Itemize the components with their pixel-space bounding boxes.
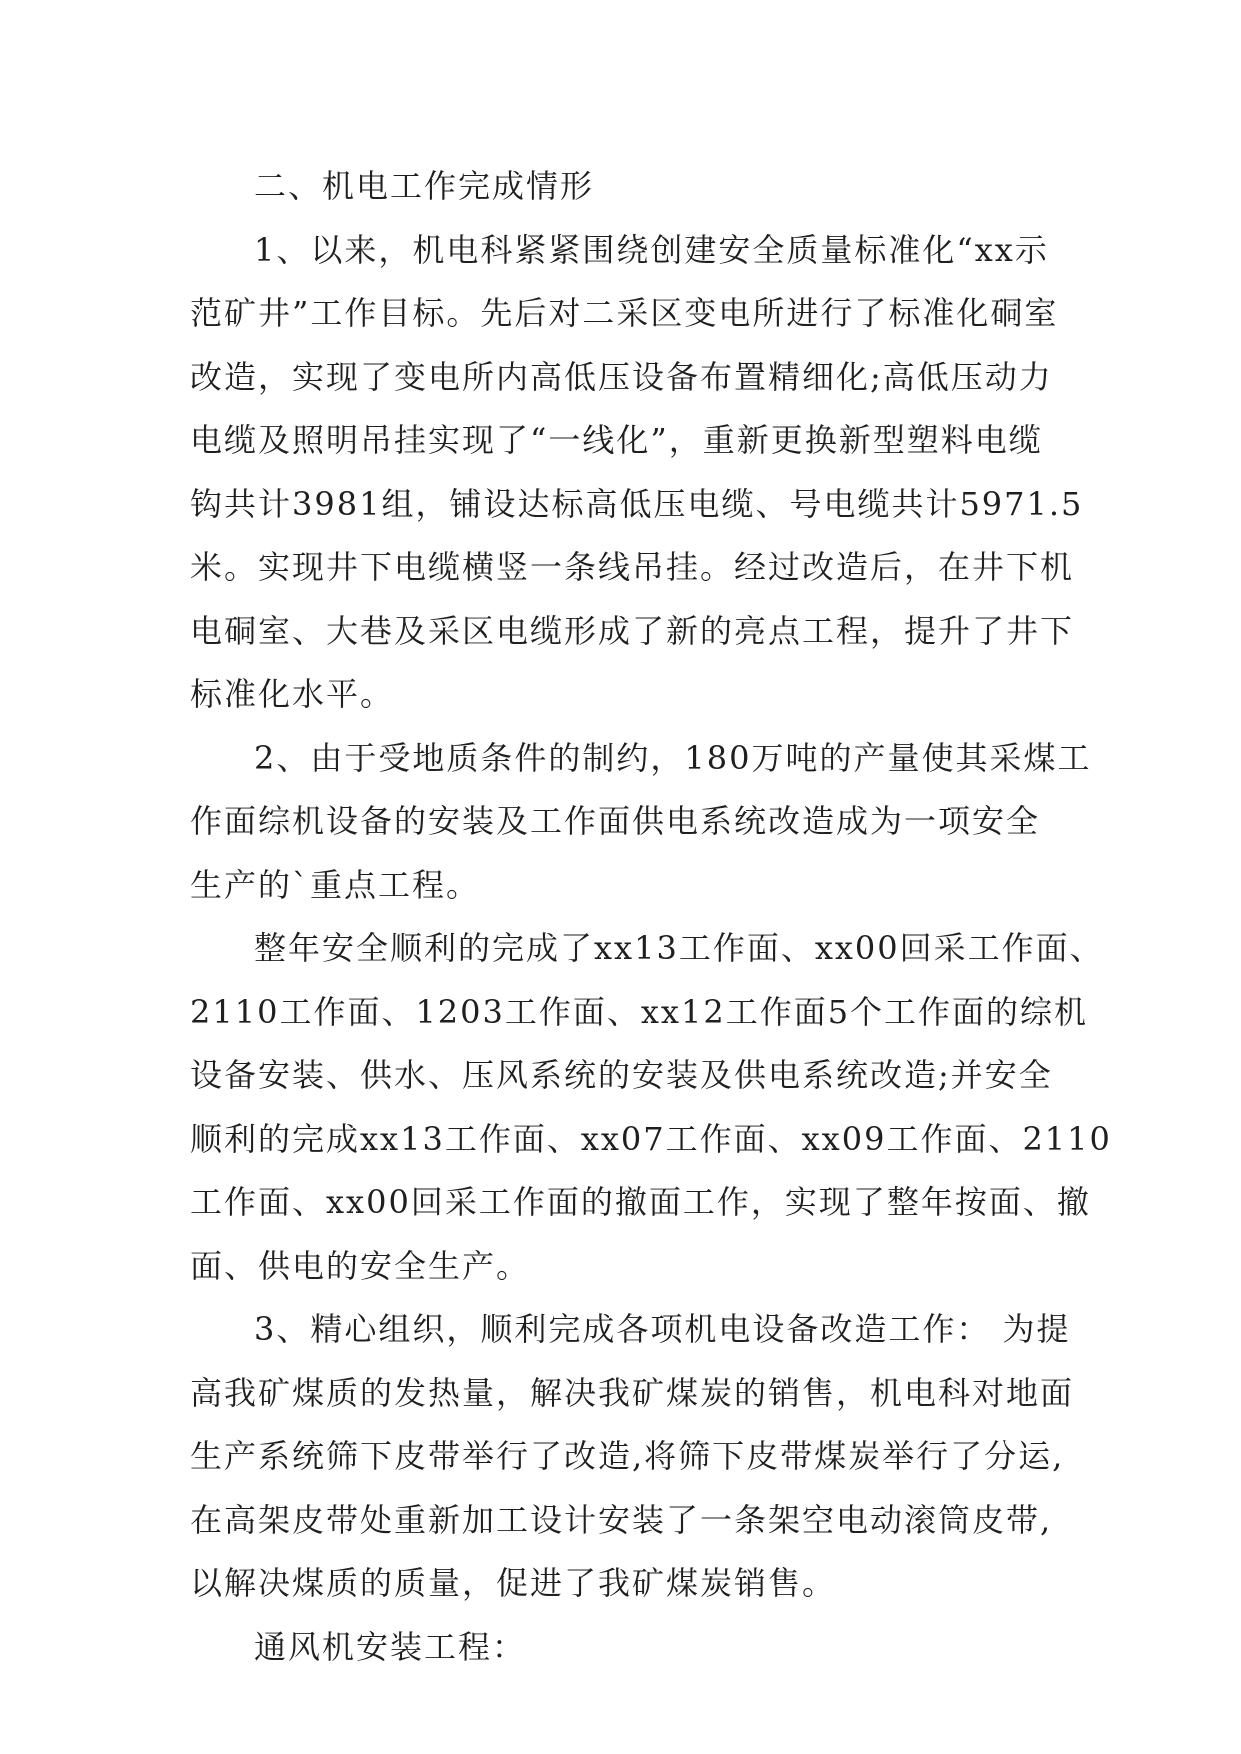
text-line: 生产的`重点工程。 xyxy=(190,865,481,904)
text-line: 通风机安装工程： xyxy=(254,1627,527,1666)
paragraph-2 xyxy=(190,727,1092,918)
text-line: 改造，实现了变电所内高低压设备布置精细化;高低压动力 xyxy=(190,357,1053,396)
text-line: 电缆及照明吊挂实现了“一线化”，重新更换新型塑料电缆 xyxy=(190,421,1043,459)
text-line: 工作面、xx00回采工作面的撤面工作，实现了整年按面、撤 xyxy=(190,1183,1091,1221)
paragraph-1 xyxy=(190,219,1084,727)
text-line: 米。实现井下电缆横竖一条线吊挂。经过改造后，在井下机 xyxy=(190,548,1075,586)
paragraph-3 xyxy=(190,917,1112,1298)
text-line: 整年安全顺利的完成了xx13工作面、xx00回采工作面、 xyxy=(254,929,1104,967)
text-line: 面、供电的安全生产。 xyxy=(190,1246,531,1285)
text-line: 生产系统筛下皮带举行了改造,将筛下皮带煤炭举行了分运, xyxy=(190,1437,1065,1475)
text-line: 顺利的完成xx13工作面、xx07工作面、xx09工作面、2110 xyxy=(190,1119,1112,1158)
paragraph-5 xyxy=(190,1616,1050,1680)
text-line: 以解决煤质的质量，促进了我矿煤炭销售。 xyxy=(190,1564,837,1602)
text-line: 电硐室、大巷及采区电缆形成了新的亮点工程，提升了井下 xyxy=(190,611,1075,650)
text-line: 标准化水平。 xyxy=(190,675,395,713)
paragraph-4 xyxy=(190,1298,1075,1616)
text-line: 设备安装、供水、压风系统的安装及供电系统改造;并安全 xyxy=(190,1056,1053,1094)
text-line: 2、由于受地质条件的制约，180万吨的产量使其采煤工 xyxy=(254,738,1092,777)
text-line: 1、以来，机电科紧紧围绕创建安全质量标准化“xx示 xyxy=(254,230,1049,269)
text-line: 高我矿煤质的发热量，解决我矿煤炭的销售，机电科对地面 xyxy=(190,1373,1075,1412)
document-body xyxy=(190,155,1112,1679)
text-line: 3、精心组织，顺利完成各项机电设备改造工作： 为提 xyxy=(254,1310,1071,1348)
text-line: 钩共计3981组，铺设达标高低压电缆、号电缆共计5971.5 xyxy=(190,484,1084,523)
section-heading: 二、机电工作完成情形 xyxy=(254,167,595,205)
text-line: 范矿井”工作目标。先后对二采区变电所进行了标准化硐室 xyxy=(190,294,1059,332)
text-line: 作面综机设备的安装及工作面供电系统改造成为一项安全 xyxy=(190,802,1041,840)
text-line: 在高架皮带处重新加工设计安装了一条架空电动滚筒皮带, xyxy=(190,1500,1053,1539)
text-line: 2110工作面、1203工作面、xx12工作面5个工作面的综机 xyxy=(190,992,1089,1031)
